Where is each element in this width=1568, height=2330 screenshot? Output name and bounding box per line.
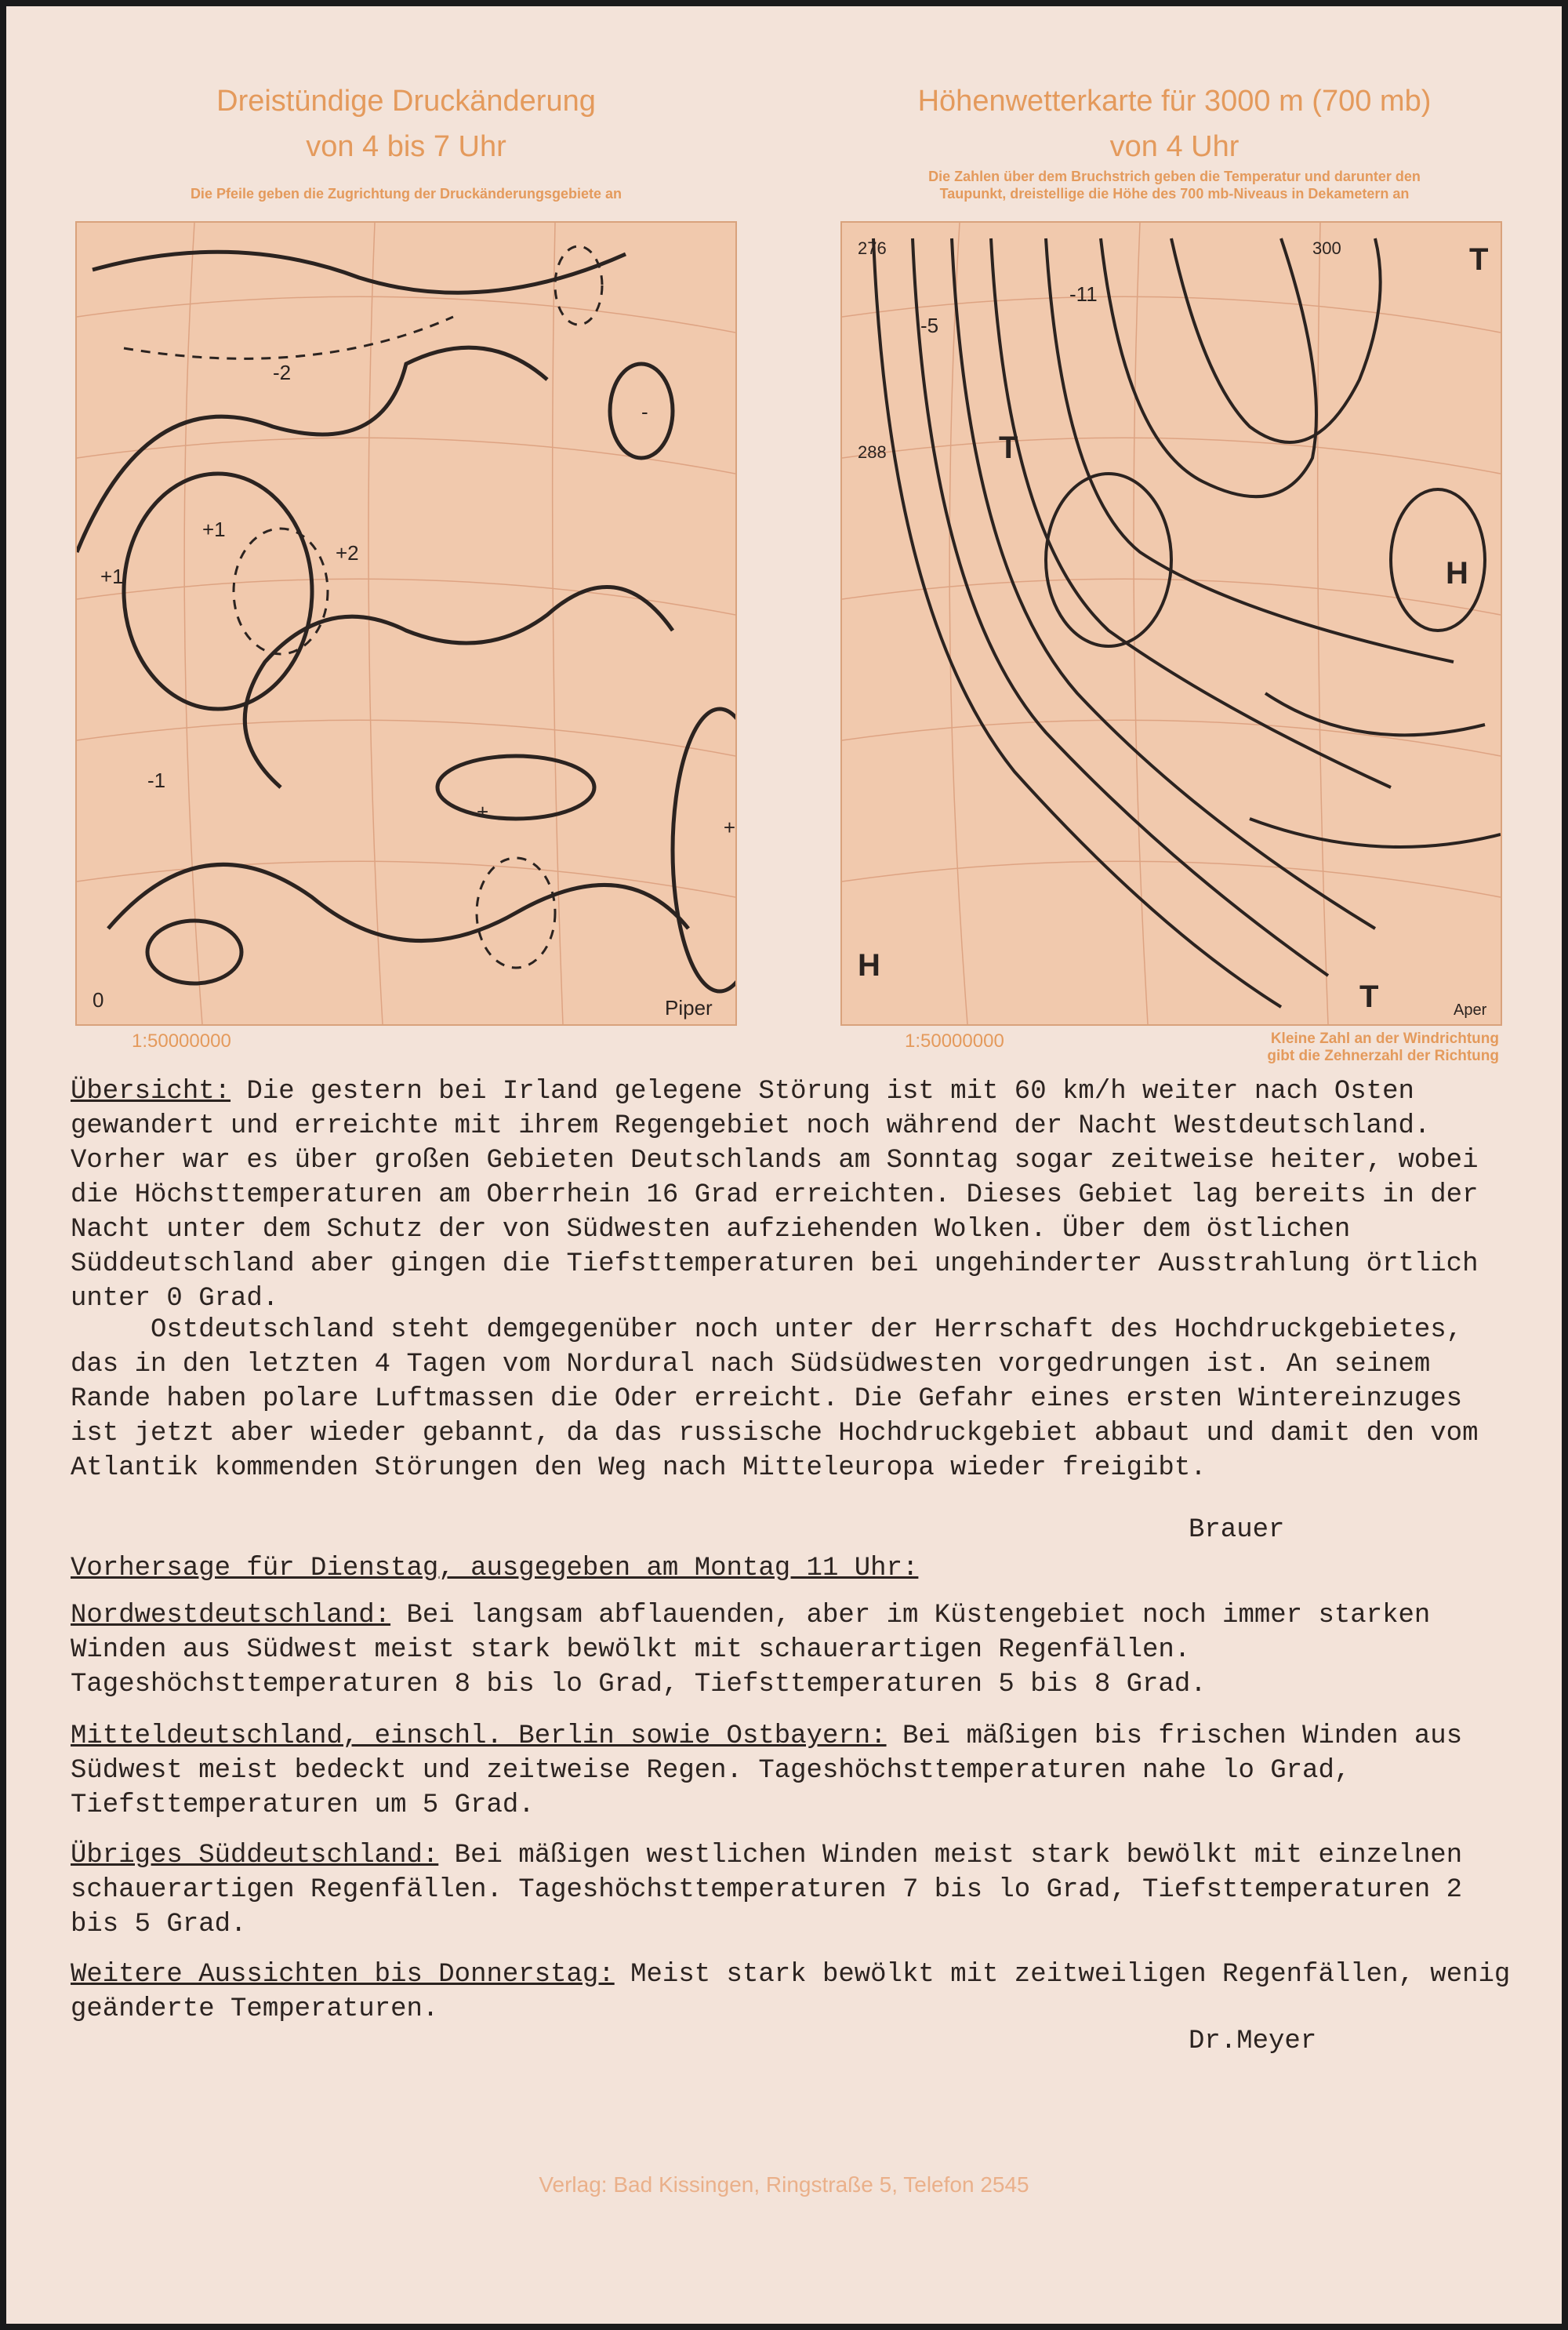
right-map-title bbox=[837, 78, 1512, 169]
svg-text:T: T bbox=[1359, 980, 1379, 1014]
svg-text:+1: +1 bbox=[100, 565, 124, 588]
overview-body: Die gestern bei Irland gelegene Störung ist mit 60 km/h weiter nach Osten gewandert und erreichte mit ihrem Regengebiet noch während der Nacht Westdeutschland. Vorher war es über großen Gebieten Deutschlands am Sonntag sogar zeitweise heiter, wobei die Höchsttemperaturen am Oberrhein 16 Grad erreichten. Dieses Gebiet lag bereits in der Nacht unter dem Schutz der von Südwesten aufziehenden Wolken. Über dem östlichen Süddeutschland aber gingen die Tiefsttemperaturen bei ungehinderter Ausstrahlung örtlich unter 0 Grad. bbox=[71, 1077, 1494, 1314]
wind-direction-note bbox=[1151, 1031, 1499, 1065]
svg-text:288: 288 bbox=[858, 442, 887, 462]
left-map-title-line2: von 4 bis 7 Uhr bbox=[306, 130, 506, 163]
svg-text:+1: +1 bbox=[202, 518, 226, 541]
right-map-title-line2: von 4 Uhr bbox=[1109, 130, 1240, 163]
south-body: Bei mäßigen westlichen Winden meist stark bewölkt mit einzelnen schauerartigen Regenfällen. Tageshöchsttemperaturen 7 bis lo Grad, Tiefsttemperaturen 2 bis 5 Grad. bbox=[71, 1841, 1479, 1939]
upper-air-map bbox=[840, 221, 1502, 1026]
svg-text:+: + bbox=[477, 800, 489, 823]
svg-text:-1: -1 bbox=[147, 769, 166, 792]
left-map-scale: 1:50000000 bbox=[132, 1031, 231, 1052]
svg-text:Piper: Piper bbox=[665, 996, 713, 1020]
svg-text:300: 300 bbox=[1312, 238, 1341, 258]
publisher-footer: Verlag: Bad Kissingen, Ringstraße 5, Telefon 2545 bbox=[539, 2172, 1029, 2197]
northwest-body: Bei langsam abflauenden, aber im Küstengebiet noch immer starken Winden aus Südwest meist stark bewölkt mit schauerartigen Regenfällen. Tageshöchsttemperaturen 8 bis lo Grad, Tiefsttemperaturen 5 bis 8 Grad. bbox=[71, 1601, 1446, 1699]
svg-text:-2: -2 bbox=[273, 361, 292, 384]
outlook-body: Meist stark bewölkt mit zeitweiligen Regenfällen, wenig geänderte Temperaturen. bbox=[71, 1960, 1526, 2024]
svg-text:+: + bbox=[723, 816, 735, 839]
left-map-title-line1: Dreistündige Druckänderung bbox=[216, 85, 596, 118]
east-germany-paragraph: Ostdeutschland steht demgegenüber noch unter der Herrschaft des Hochdruckgebietes, das in den letzten 4 Tagen vom Nordural nach Südsüdwesten vorgedrungen ist. An seinem Rande haben polare Luftmassen die Oder erreicht. Die Gefahr eines ersten Wintereinzuges ist jetzt aber wieder gebannt, da das russische Hochdruckgebiet abbaut und damit den vom Atlantik kommenden Störungen den Weg nach Mitteleuropa wieder freigibt. bbox=[71, 1315, 1494, 1483]
svg-text:+2: +2 bbox=[336, 541, 359, 565]
wind-direction-note-line1: Kleine Zahl an der Windrichtung bbox=[1270, 1031, 1499, 1047]
upper-air-map-drawing bbox=[842, 223, 1501, 1024]
pressure-change-map-drawing bbox=[77, 223, 735, 1024]
south-heading: Übriges Süddeutschland: bbox=[71, 1841, 439, 1870]
forecast-heading bbox=[71, 1551, 1513, 1586]
left-map-title bbox=[69, 78, 743, 169]
south-paragraph bbox=[71, 1838, 1513, 1942]
svg-text:-5: -5 bbox=[920, 314, 939, 337]
forecast-heading-text: Vorhersage für Dienstag, ausgegeben am Montag 11 Uhr: bbox=[71, 1554, 919, 1583]
pressure-change-map bbox=[75, 221, 737, 1026]
overview-heading: Übersicht: bbox=[71, 1077, 231, 1107]
svg-text:276: 276 bbox=[858, 238, 887, 258]
svg-text:0: 0 bbox=[93, 988, 104, 1012]
weather-report-page bbox=[6, 6, 1562, 2324]
northwest-paragraph bbox=[71, 1598, 1513, 1702]
wind-direction-note-line2: gibt die Zehnerzahl der Richtung bbox=[1267, 1048, 1499, 1064]
right-map-caption bbox=[837, 168, 1512, 202]
right-map-caption-line2: Taupunkt, dreistellige die Höhe des 700 mb-Niveaus in Dekametern an bbox=[939, 186, 1410, 202]
svg-text:H: H bbox=[858, 948, 880, 983]
svg-text:H: H bbox=[1446, 556, 1468, 591]
overview-paragraph bbox=[71, 1074, 1513, 1316]
svg-text:T: T bbox=[999, 431, 1018, 465]
central-heading: Mitteldeutschland, einschl. Berlin sowie Ostbayern: bbox=[71, 1721, 887, 1751]
right-map-scale: 1:50000000 bbox=[905, 1031, 1004, 1052]
svg-text:T: T bbox=[1469, 242, 1489, 277]
northwest-heading: Nordwestdeutschland: bbox=[71, 1601, 391, 1630]
right-map-title-line1: Höhenwetterkarte für 3000 m (700 mb) bbox=[917, 85, 1432, 118]
right-map-caption-line1: Die Zahlen über dem Bruchstrich geben die Temperatur und darunter den bbox=[928, 169, 1421, 184]
central-body: Bei mäßigen bis frischen Winden aus Südwest meist bedeckt und zeitweise Regen. Tageshöchsttemperaturen nahe lo Grad, Tiefsttemperaturen um 5 Grad. bbox=[71, 1721, 1479, 1820]
left-map-caption: Die Pfeile geben die Zugrichtung der Druckänderungsgebiete an bbox=[190, 186, 622, 202]
outlook-paragraph bbox=[71, 1957, 1526, 2026]
signature-meyer: Dr.Meyer bbox=[1189, 2026, 1317, 2056]
svg-text:-11: -11 bbox=[1069, 282, 1098, 306]
signature-brauer: Brauer bbox=[1189, 1515, 1285, 1545]
svg-text:Aper: Aper bbox=[1454, 1001, 1487, 1019]
outlook-heading: Weitere Aussichten bis Donnerstag: bbox=[71, 1960, 615, 1990]
central-paragraph bbox=[71, 1719, 1513, 1823]
svg-text:-: - bbox=[641, 400, 648, 423]
